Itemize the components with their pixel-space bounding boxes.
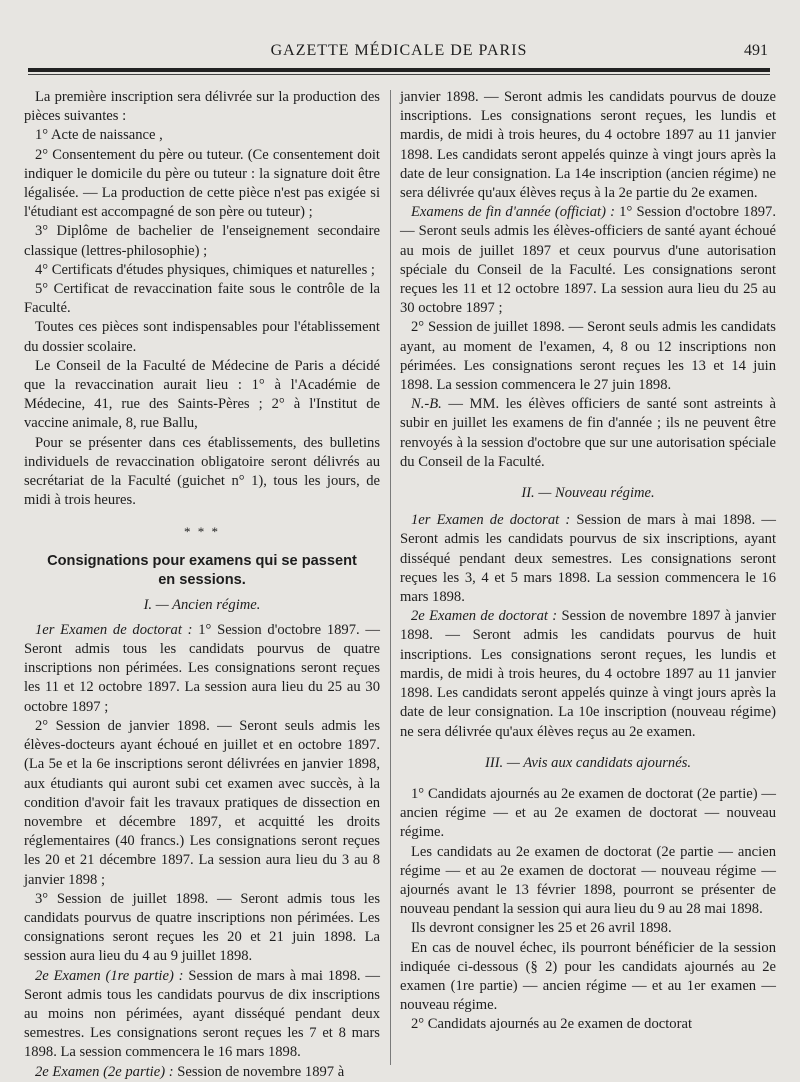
subsection-heading: I. — Ancien régime.: [143, 596, 261, 613]
subsection-heading: II. — Nouveau régime.: [521, 485, 655, 502]
paragraph: 2° Candidats ajournés au 2e examen de doctorat: [411, 1016, 692, 1033]
page-header: [28, 38, 770, 68]
paragraph: 3° Diplôme de bachelier de l'enseignement secondaire classique (lettres-philosophie) ;: [24, 223, 380, 259]
header-rule: [28, 68, 770, 72]
subsection-heading: III. — Avis aux candidats ajournés.: [484, 754, 692, 771]
section-separator: * * *: [184, 524, 220, 540]
paragraph-lead: 2e Examen (2e partie) :: [35, 1063, 174, 1080]
paragraph-lead: 2e Examen de doctorat :: [411, 608, 558, 625]
paragraph: Les candidats au 2e examen de doctorat (2e partie — ancien régime — et au 2e examen de doctorat — nouveau régime — ajournés avant le 13 février 1898, pourront se présenter de nouveau pendant la session qui aura lieu du 9 au 28 mai 1898.: [400, 843, 776, 918]
paragraph-text: Session de mars à mai 1898. — Seront admis tous les candidats pourvus de dix inscriptions au moins non périmées, ayant disséqué pendant deux semestres. Les consignations seront reçues les 7 et 8 mars 1898. La session commencera le 16 mars 1898.: [24, 967, 380, 1061]
paragraph-text: — MM. les élèves officiers de santé sont astreints à subir en juillet les examens de fin d'année ; ils ne peuvent être renvoyés à la session d'octobre que sur une autorisation spéciale du Conseil de la Faculté.: [400, 396, 776, 470]
paragraph: Le Conseil de la Faculté de Médecine de Paris a décidé que la revaccination aurait lieu : 1° à l'Académie de Médecine, 41, rue des Saints-Pères ; 2° à l'Institut de vaccine animale, 8, rue Ballu,: [24, 357, 380, 432]
paragraph: Toutes ces pièces sont indispensables pour l'établissement du dossier scolaire.: [24, 319, 380, 355]
paragraph: 2° Session de juillet 1898. — Seront seuls admis les candidats ayant, au moment de l'examen, 4, 8 ou 12 inscriptions non périmées. Les consignations seront reçues les 13 et 14 juin 1898. La session commencera le 27 juin 1898.: [400, 319, 776, 394]
header-rule-thin: [28, 74, 770, 75]
paragraph: 4° Certificats d'études physiques, chimiques et naturelles ;: [35, 261, 375, 278]
paragraph: janvier 1898. — Seront admis les candidats pourvus de douze inscriptions. Les consignations seront reçues, les lundis et mardis, de midi à trois heures, du 4 octobre 1897 au 11 janvier 1898. Les candidats seront appelés quinze à vingt jours après la date de leur consignation. La 14e inscription (ancien régime) ne sera délivrée qu'aux élèves reçus à la 2e partie du 2e examen.: [400, 89, 776, 202]
paragraph: [400, 395, 776, 472]
paragraph: Ils devront consigner les 25 et 26 avril 1898.: [411, 920, 672, 937]
paragraph: [24, 1063, 380, 1082]
heading-line: Consignations pour examens qui se passent: [47, 552, 357, 569]
paragraph: En cas de nouvel échec, ils pourront bénéficier de la session indiquée ci-dessous (§ 2) pour les candidats ajournés au 2e examen (1re partie) — ancien régime — et au 1er examen — nouveau régime.: [400, 939, 776, 1014]
paragraph: [400, 607, 776, 741]
paragraph: 1° Acte de naissance ,: [35, 127, 163, 144]
paragraph-text: Session de novembre 1897 à janvier 1898. — Seront admis les candidats pourvus de huit inscriptions. Les consignations seront reçues, les lundis et mardis, de midi à trois heures, du 4 octobre 1897 au 11 janvier 1898. Les candidats seront appelés quinze à vingt jours après la date de leur consignation. La 10e inscription (nouveau régime) ne sera délivrée qu'aux élèves reçus au 2e examen.: [400, 608, 776, 740]
paragraph-lead: 1er Examen de doctorat :: [411, 512, 571, 529]
column-divider: [390, 90, 391, 1065]
paragraph: 3° Session de juillet 1898. — Seront admis tous les candidats pourvus de quatre inscriptions non périmées. Les consignations seront reçues les 20 et 21 juin 1898. La session aura lieu du 4 au 9 juillet 1898.: [24, 890, 380, 965]
paragraph-text: 1° Session d'octobre 1897. — Seront admis tous les candidats pourvus de quatre inscriptions non périmées. Les consignations seront reçues les 11 et 12 octobre 1897. La session aura lieu du 25 au 30 octobre 1897 ;: [24, 621, 381, 715]
paragraph-text: Session de novembre 1897 à: [173, 1063, 345, 1080]
paragraph-lead: Examens de fin d'année (officiat) :: [411, 204, 615, 221]
paragraph: [400, 511, 776, 607]
section-heading: [24, 552, 380, 590]
left-column: [24, 88, 380, 1082]
paragraph: [24, 621, 380, 717]
paragraph: 2° Session de janvier 1898. — Seront seuls admis les élèves-docteurs ayant échoué en juillet et en octobre 1897. (La 5e et la 6e inscriptions seront délivrées en janvier 1898, aux étudiants qui auront subi cet examen avec succès, à la condition d'avoir fait les travaux pratiques de dissection en novembre et décembre 1897, et acquitté les droits réglementaires (40 francs.) Les consignations seront reçues les 20 et 21 décembre 1897. La session aura lieu du 3 au 8 janvier 1898 ;: [24, 717, 380, 888]
paragraph-text: Session de mars à mai 1898. — Seront admis les candidats pourvus de six inscriptions, ayant disséqué pendant deux semestres. Les consignations seront reçues les 3, 4 et 5 mars 1898. La session commencera le 16 mars 1898.: [400, 512, 777, 606]
journal-title: GAZETTE MÉDICALE DE PARIS: [270, 42, 528, 59]
heading-line: en sessions.: [158, 571, 246, 588]
paragraph-lead: 1er Examen de doctorat :: [35, 621, 193, 638]
paragraph: [400, 203, 776, 318]
paragraph: 1° Candidats ajournés au 2e examen de doctorat (2e partie) — ancien régime — et au 2e examen de doctorat — nouveau régime.: [400, 785, 776, 841]
paragraph: Pour se présenter dans ces établissements, des bulletins individuels de revaccination obligatoire seront délivrés au secrétariat de la Faculté (guichet n° 1), tous les jours, de midi à trois heures.: [24, 434, 380, 509]
paragraph-lead: N.-B.: [411, 396, 442, 413]
paragraph: 5° Certificat de revaccination faite sous le contrôle de la Faculté.: [24, 281, 380, 317]
paragraph: 2° Consentement du père ou tuteur. (Ce consentement doit indiquer le domicile du père ou tuteur : la signature doit être légalisée. — La production de cette pièce n'est pas exigée si l'étudiant est accompagné de son père ou tuteur) ;: [24, 146, 380, 221]
paragraph-lead: 2e Examen (1re partie) :: [35, 967, 184, 984]
page-number: 491: [744, 42, 768, 59]
paragraph-text: 1° Session d'octobre 1897. — Seront seuls admis les élèves-officiers de santé ayant échoué au mois de juillet 1897 et ceux pourvus d'une autorisation spéciale du Conseil de la Faculté. Les consignations seront reçues les 11 et 12 octobre 1897. La session aura lieu du 25 au 30 octobre 1897 ;: [400, 204, 776, 317]
paragraph: [24, 967, 380, 1063]
right-column: [400, 88, 776, 1035]
paragraph: La première inscription sera délivrée sur la production des pièces suivantes :: [24, 89, 380, 125]
